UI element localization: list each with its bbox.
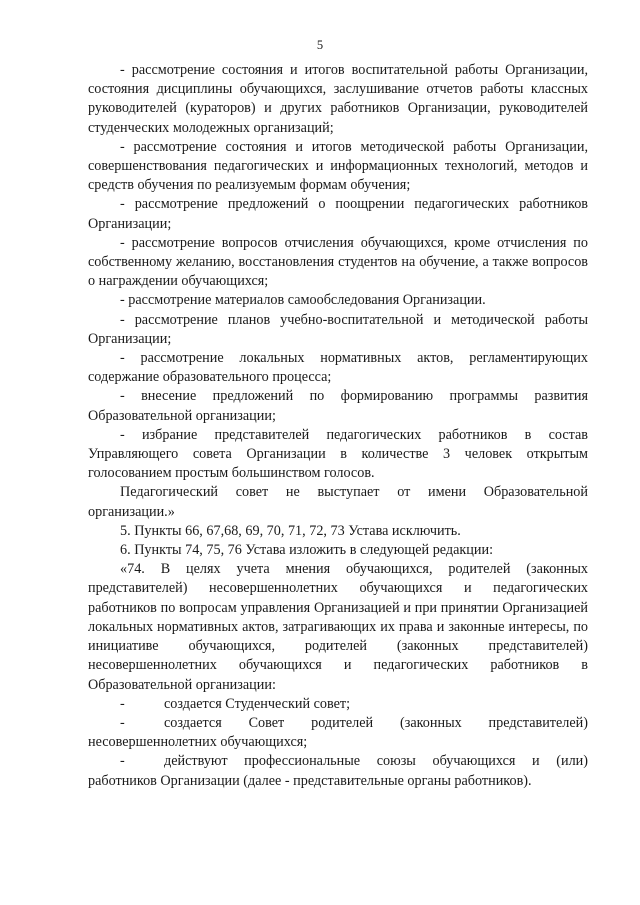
- list-item-text: создается Совет родителей (законных представителей) несовершеннолетних обучающихся;: [88, 714, 588, 751]
- page-number: 5: [316, 38, 324, 52]
- item-5-paragraph: 5. Пункты 66, 67,68, 69, 70, 71, 72, 73 Устава исключить.: [120, 522, 461, 539]
- council-note-paragraph: Педагогический совет не выступает от имени Образовательной организации.»: [88, 484, 588, 520]
- list-marker: -: [120, 695, 125, 712]
- list-item: - рассмотрение вопросов отчисления обучающихся, кроме отчисления по собственному желанию, восстановления студентов на обучение, а также вопросов о награждении обучающихся;: [88, 234, 588, 290]
- list-item: [88, 752, 588, 790]
- list-item: - рассмотрение предложений о поощрении педагогических работников Организации;: [88, 196, 588, 232]
- item-74-paragraph: «74. В целях учета мнения обучающихся, родителей (законных представителей) несовершеннолетних обучающихся и педагогических работников по вопросам управления Организацией и при принятии Организацией локальных нормативных актов, затрагивающих их права и законные интересы, по инициативе обучающихся, родителей (законных представителей) несовершеннолетних обучающихся и педагогических работников в Образовательной организации:: [88, 561, 588, 693]
- list-item-text: создается Студенческий совет;: [164, 695, 351, 712]
- list-item: - рассмотрение состояния и итогов воспитательной работы Организации, состояния дисциплины обучающихся, заслушивание отчетов работы классных руководителей (кураторов) и других работников Организации, руководителей студенческих молодежных организаций;: [88, 62, 588, 136]
- item-6-paragraph: 6. Пункты 74, 75, 76 Устава изложить в следующей редакции:: [120, 542, 494, 559]
- list-item: - рассмотрение состояния и итогов методической работы Организации, совершенствования педагогических и информационных технологий, методов и средств обучения по реализуемым формам обучения;: [88, 138, 588, 194]
- list-item: - рассмотрение материалов самообследования Организации.: [120, 292, 486, 309]
- list-marker: -: [120, 714, 125, 731]
- list-item: [88, 695, 588, 714]
- list-marker: -: [120, 753, 125, 770]
- list-item: - избрание представителей педагогических работников в состав Управляющего совета Организации в количестве 3 человек открытым голосованием простым большинством голосов.: [88, 426, 588, 482]
- list-item: - рассмотрение планов учебно-воспитательной и методической работы Организации;: [88, 311, 588, 347]
- list-item: - рассмотрение локальных нормативных актов, регламентирующих содержание образовательного процесса;: [88, 350, 588, 386]
- document-body: [88, 61, 588, 791]
- list-item: - внесение предложений по формированию программы развития Образовательной организации;: [88, 388, 588, 424]
- list-item-text: действуют профессиональные союзы обучающихся и (или) работников Организации (далее - представительные органы работников).: [88, 753, 588, 789]
- list-item: [88, 714, 588, 752]
